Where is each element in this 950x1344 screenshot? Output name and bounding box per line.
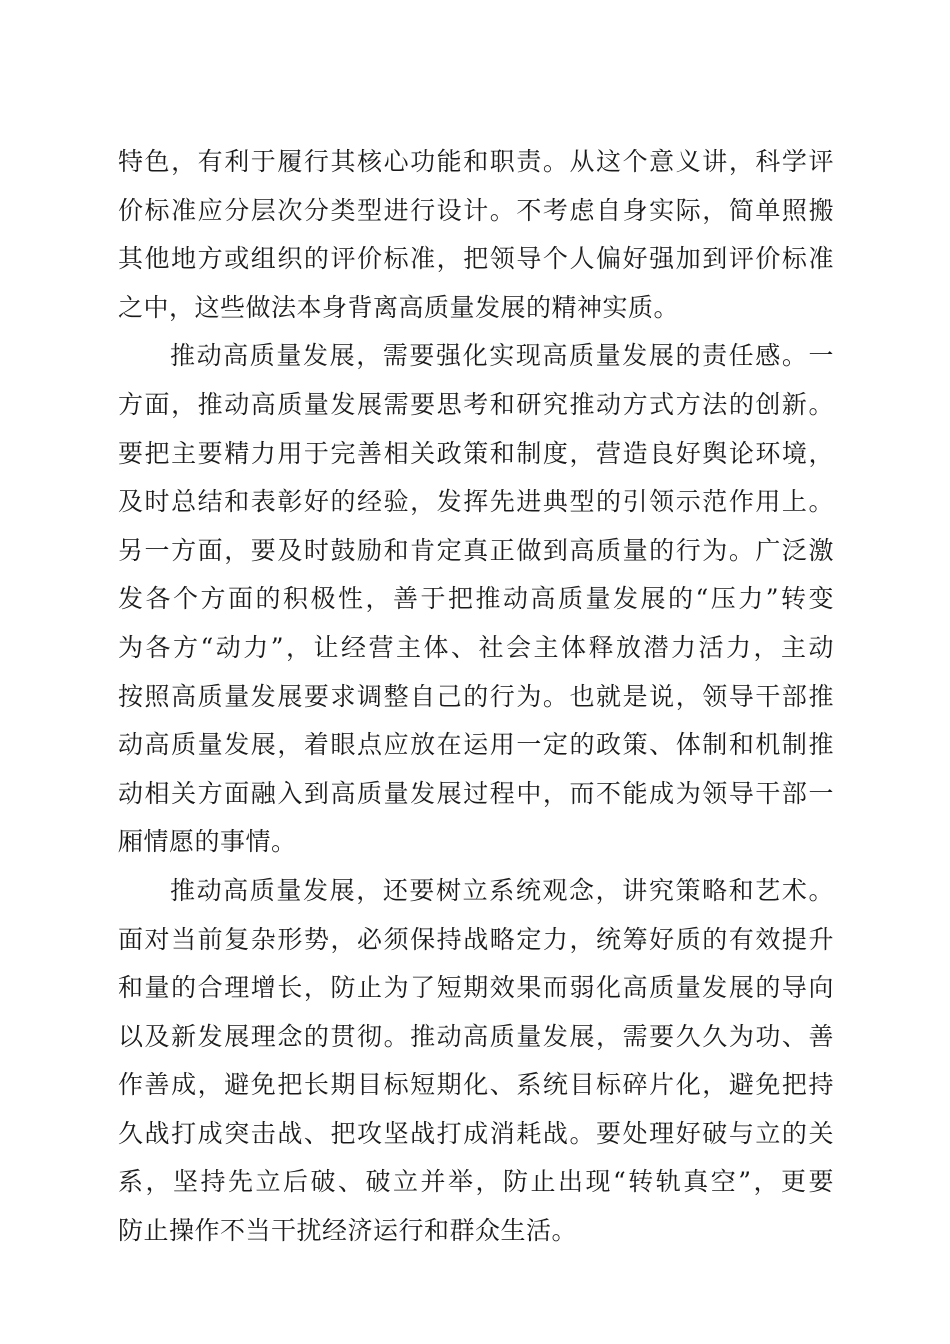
text-line: 方面，推动高质量发展需要思考和研究推动方式方法的创新。 bbox=[118, 389, 834, 419]
text-line: 作善成，避免把长期目标短期化、系统目标碎片化，避免把持 bbox=[118, 1070, 834, 1100]
text-line: 和量的合理增长，防止为了短期效果而弱化高质量发展的导向 bbox=[118, 973, 834, 1003]
text-line: 以及新发展理念的贯彻。推动高质量发展，需要久久为功、善 bbox=[118, 1021, 834, 1051]
text-line: 其他地方或组织的评价标准，把领导个人偏好强加到评价标准 bbox=[118, 244, 834, 274]
text-line: 防止操作不当干扰经济运行和群众生活。 bbox=[118, 1216, 578, 1246]
text-line: 厢情愿的事情。 bbox=[118, 827, 297, 857]
text-line: 久战打成突击战、把攻坚战打成消耗战。要处理好破与立的关 bbox=[118, 1118, 834, 1148]
text-line: 之中，这些做法本身背离高质量发展的精神实质。 bbox=[118, 292, 680, 322]
document-body bbox=[118, 138, 834, 1256]
text-line: 价标准应分层次分类型进行设计。不考虑自身实际，简单照搬 bbox=[118, 195, 834, 225]
text-line: 要把主要精力用于完善相关政策和制度，营造良好舆论环境， bbox=[118, 438, 834, 468]
text-line: 特色，有利于履行其核心功能和职责。从这个意义讲，科学评 bbox=[118, 147, 834, 176]
text-line: 推动高质量发展，还要树立系统观念，讲究策略和艺术。 bbox=[170, 875, 834, 905]
text-line: 及时总结和表彰好的经验，发挥先进典型的引领示范作用上。 bbox=[118, 487, 834, 517]
text-line: 推动高质量发展，需要强化实现高质量发展的责任感。一 bbox=[170, 341, 834, 371]
text-line: 为各方“动力”，让经营主体、社会主体释放潜力活力，主动 bbox=[118, 632, 834, 662]
text-line: 面对当前复杂形势，必须保持战略定力，统筹好质的有效提升 bbox=[118, 924, 834, 954]
text-line: 另一方面，要及时鼓励和肯定真正做到高质量的行为。广泛激 bbox=[118, 535, 834, 565]
text-line: 动相关方面融入到高质量发展过程中，而不能成为领导干部一 bbox=[118, 778, 834, 808]
text-line: 按照高质量发展要求调整自己的行为。也就是说，领导干部推 bbox=[118, 681, 834, 711]
text-line: 系，坚持先立后破、破立并举，防止出现“转轨真空”，更要 bbox=[118, 1167, 834, 1197]
text-line: 动高质量发展，着眼点应放在运用一定的政策、体制和机制推 bbox=[118, 730, 834, 760]
text-line: 发各个方面的积极性，善于把推动高质量发展的“压力”转变 bbox=[118, 584, 834, 614]
